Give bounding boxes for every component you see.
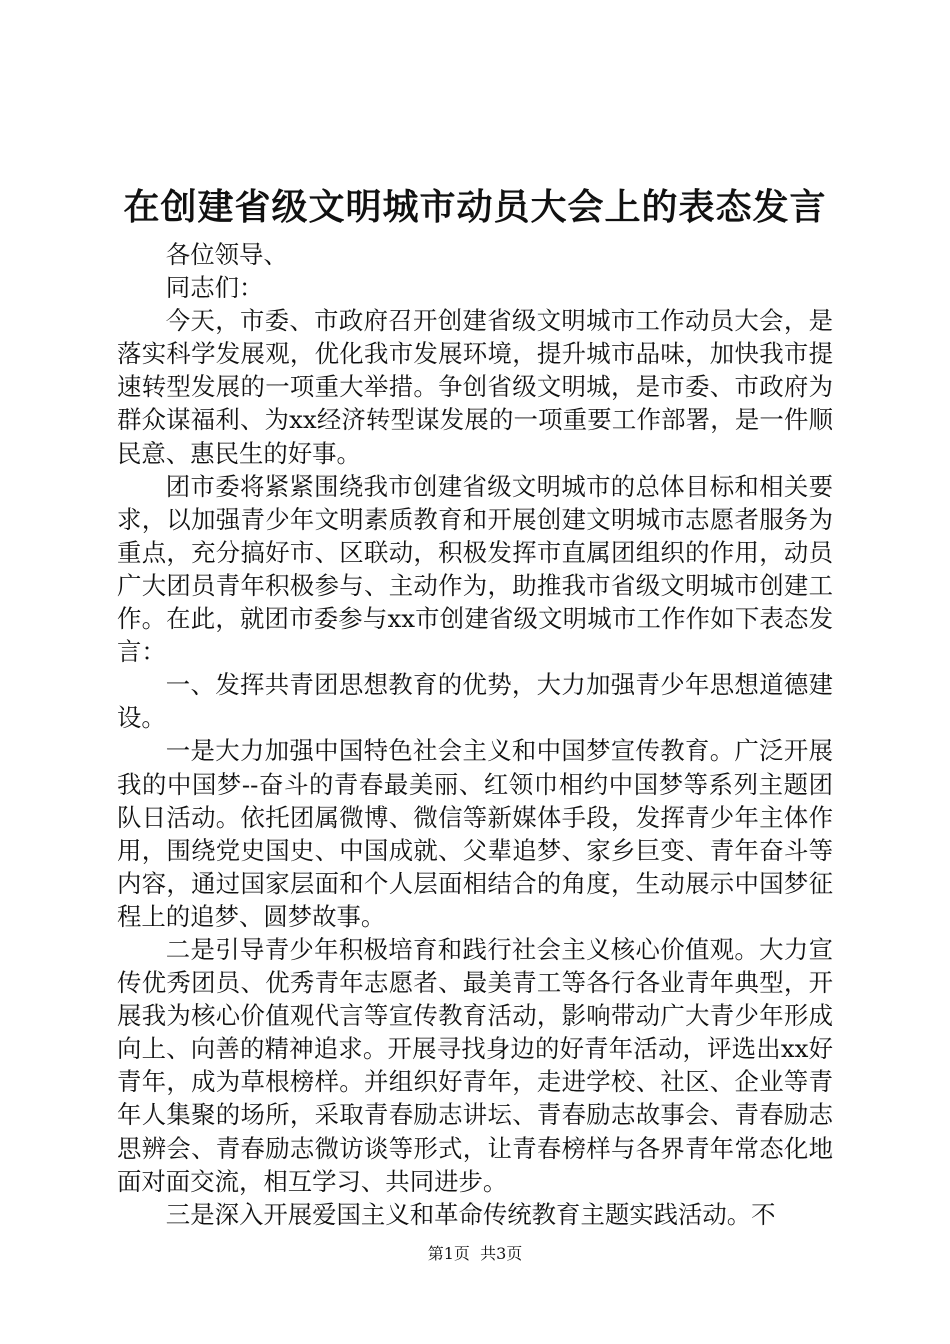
document-title: 在创建省级文明城市动员大会上的表态发言 xyxy=(123,186,827,228)
page-number-footer: 第1页 共3页 xyxy=(427,1244,523,1263)
paragraph-point-1: 一是大力加强中国特色社会主义和中国梦宣传教育。广泛开展我的中国梦--奋斗的青春最美丽、红领巾相约中国梦等系列主题团队日活动。依托团属微博、微信等新媒体手段，发挥青少年主体作用，围绕党史国史、中国成就、父辈追梦、家乡巨变、青年奋斗等内容，通过国家层面和个人层面相结合的角度，生动展示中国梦征程上的追梦、圆梦故事。 xyxy=(117,736,833,931)
paragraph-point-3: 三是深入开展爱国主义和革命传统教育主题实践活动。不 xyxy=(165,1199,776,1229)
paragraph-intro: 今天，市委、市政府召开创建省级文明城市工作动员大会，是落实科学发展观，优化我市发展环境，提升城市品味，加快我市提速转型发展的一项重大举措。争创省级文明城，是市委、市政府为群众谋福利、为xx经济转型谋发展的一项重要工作部署，是一件顺民意、惠民生的好事。 xyxy=(117,306,833,468)
salutation-comrades: 同志们： xyxy=(165,273,264,303)
document-body xyxy=(117,238,833,1231)
paragraph-point-2: 二是引导青少年积极培育和践行社会主义核心价值观。大力宣传优秀团员、优秀青年志愿者、最美青工等各行各业青年典型，开展我为核心价值观代言等宣传教育活动，影响带动广大青少年形成向上、向善的精神追求。开展寻找身边的好青年活动，评选出xx好青年，成为草根榜样。并组织好青年，走进学校、社区、企业等青年人集聚的场所，采取青春励志讲坛、青春励志故事会、青春励志思辨会、青春励志微访谈等形式，让青春榜样与各界青年常态化地面对面交流，相互学习、共同进步。 xyxy=(117,934,833,1196)
section-heading-1: 一、发挥共青团思想教育的优势，大力加强青少年思想道德建设。 xyxy=(117,670,833,733)
salutation-leaders: 各位领导、 xyxy=(165,240,288,269)
paragraph-commitment: 团市委将紧紧围绕我市创建省级文明城市的总体目标和相关要求，以加强青少年文明素质教育和开展创建文明城市志愿者服务为重点，充分搞好市、区联动，积极发挥市直属团组织的作用，动员广大团员青年积极参与、主动作为，助推我市省级文明城市创建工作。在此，就团市委参与xx市创建省级文明城市工作作如下表态发言： xyxy=(117,471,833,667)
